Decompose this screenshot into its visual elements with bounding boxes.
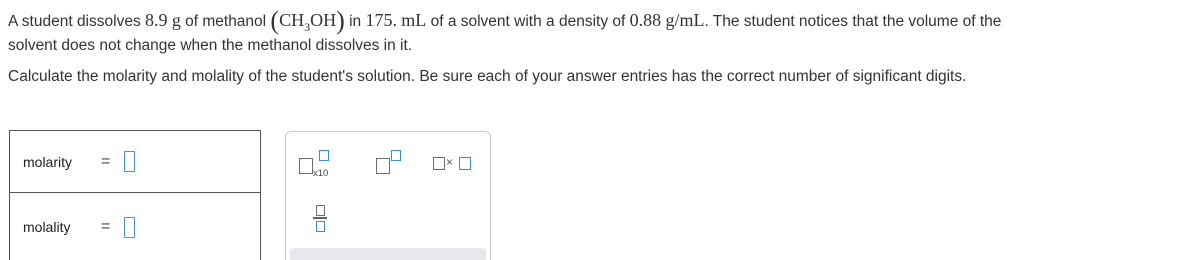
left-box-icon — [433, 157, 445, 170]
formula-main: CH — [279, 10, 305, 30]
problem-text: A student dissolves — [8, 13, 145, 30]
equals-sign: = — [101, 218, 111, 235]
mass-unit: g — [171, 10, 181, 30]
problem-text: . The student notices that the volume of the — [704, 13, 1002, 30]
molality-input[interactable] — [124, 217, 135, 238]
problem-line-2: solvent does not change when the methanol dissolves in it. — [8, 37, 413, 54]
problem-statement — [8, 4, 1193, 60]
molarity-input[interactable] — [124, 151, 135, 172]
instructions: Calculate the molarity and molality of the student's solution. Be sure each of your answer entries has the correct number of significant digits. — [8, 68, 967, 85]
formula — [279, 10, 337, 34]
volume-value: 175. — [365, 10, 397, 30]
problem-line-1 — [8, 4, 1193, 35]
times-icon: × — [446, 155, 454, 169]
molarity-row — [10, 131, 260, 193]
fraction-button[interactable] — [313, 205, 329, 235]
formula-end: OH — [310, 10, 337, 30]
fraction-bar-icon — [313, 217, 327, 219]
problem-text: of a solvent with a density of — [426, 13, 630, 30]
equals-sign: = — [101, 152, 111, 170]
molality-row — [10, 193, 260, 260]
right-box-icon — [459, 157, 471, 170]
numerator-box-icon — [316, 205, 325, 216]
problem-text: of methanol — [180, 13, 271, 30]
math-toolbar — [285, 131, 491, 260]
scientific-notation-button[interactable] — [299, 150, 339, 179]
close-paren: ) — [336, 6, 345, 35]
problem-text: in — [344, 13, 366, 30]
molality-label: molality — [23, 219, 71, 235]
base-box-icon — [376, 158, 390, 174]
density-value: 0.88 — [629, 10, 662, 30]
multiply-button[interactable] — [433, 154, 475, 174]
base-box-icon — [299, 158, 313, 174]
exponent-box-icon — [319, 150, 329, 161]
denominator-box-icon — [316, 221, 325, 232]
x10-label: x10 — [313, 168, 329, 179]
volume-unit: mL — [401, 10, 427, 30]
density-unit: g/mL — [665, 10, 705, 30]
mass-value: 8.9 — [145, 10, 168, 30]
superscript-button[interactable] — [376, 150, 406, 176]
answer-table — [9, 130, 261, 260]
exponent-box-icon — [391, 150, 401, 161]
molarity-label: molarity — [23, 153, 73, 170]
toolbar-footer — [290, 248, 486, 260]
open-paren: ( — [270, 6, 280, 35]
formula-subscript: 3 — [304, 20, 311, 34]
